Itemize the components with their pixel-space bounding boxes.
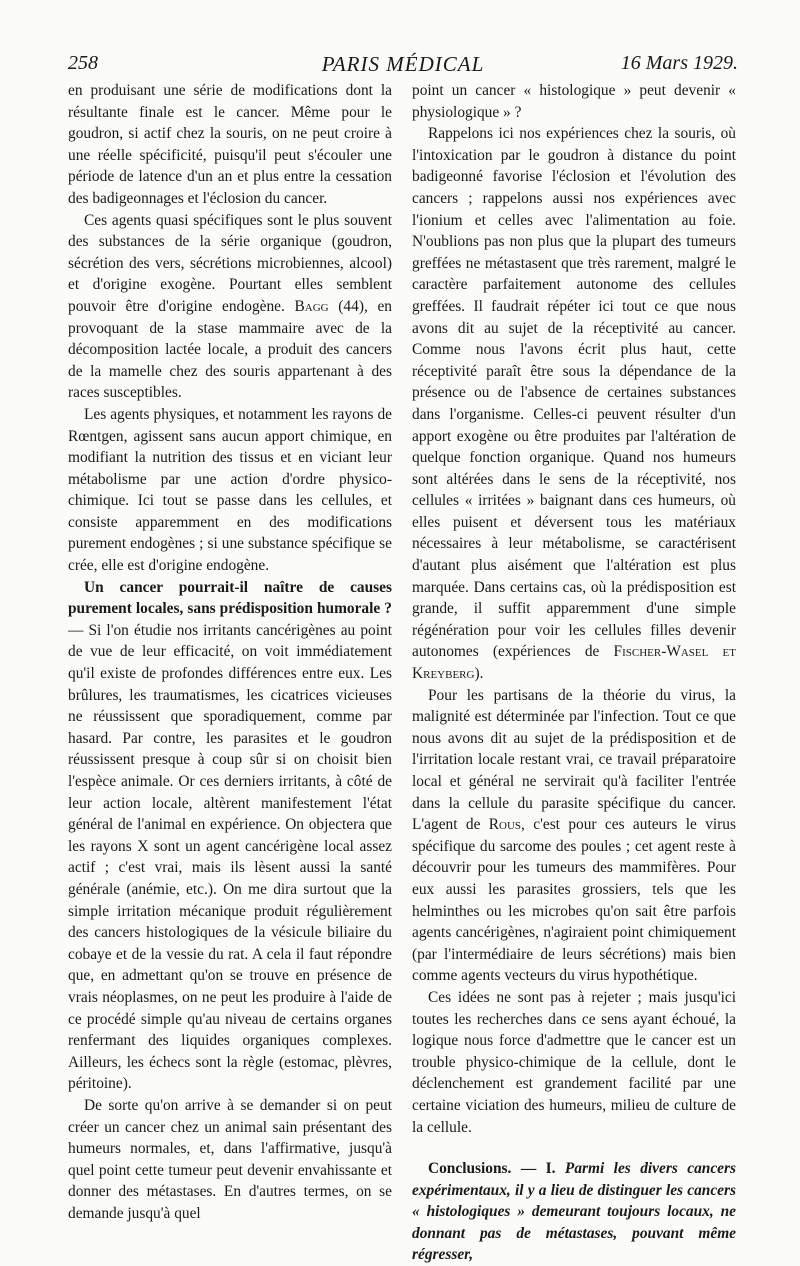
- paragraph: [412, 123, 736, 684]
- author-name: Rous: [488, 816, 522, 834]
- author-name: Fischer-Wasel et Kreyberg: [412, 643, 736, 683]
- text-run: Pour les partisans de la théorie du virus, la malignité est déterminée par l'infection. Tout ce que nous avons dit au sujet de la prédisposition et de l'irritation locale restant vrai, ce travail préparatoire local et général ne servirait qu'à faciliter l'entrée dans la cellule du parasite spécifique du cancer. L'agent de: [412, 686, 736, 834]
- text-run: , c'est pour ces auteurs le virus spécifique du sarcome des poules ; cet agent reste à découvrir pour les tumeurs des mammifères. Pour eux aussi les parasites grossiers, tels que les helminthes ou les microbes qu'on sait être parfois agents cancérigènes, n'agiraient point chimiquement (par l'intermédiaire de leurs sécrétions) mais bien comme agents vecteurs du virus hypothétique.: [412, 816, 736, 985]
- paragraph: [68, 210, 392, 404]
- paragraph: De sorte qu'on arrive à se demander si on peut créer un cancer chez un animal sain présentant des humeurs normales, et, dans l'affirmative, jusqu'à quel point cette tumeur peut devenir envahissante et donner des métastases. En d'autres termes, on se demande jusqu'à quel: [68, 1096, 392, 1222]
- page-number: 258: [68, 52, 98, 74]
- text-run: ).: [474, 665, 484, 683]
- text-run: (44), en provoquant de la stase mammaire avec de la décomposition lactée locale, a produit des cancers de la mamelle chez des souris appartenant à des races susceptibles.: [68, 297, 392, 402]
- paragraph: [412, 685, 736, 987]
- text-run: Ces agents quasi spécifiques sont le plus souvent des substances de la série organique (goudron, sécrétion des vers, sécrétions microbiennes, alcool) et d'origine exogène. Pourtant elles semblent pouvoir être d'origine endogène.: [68, 211, 392, 315]
- right-column: [412, 80, 736, 1266]
- conclusions-label: Conclusions. — I.: [428, 1160, 556, 1178]
- paragraph: en produisant une série de modifications dont la résultante finale est le cancer. Même pour le goudron, si actif chez la souris, on ne peut croire à une réelle spécificité, puisqu'il peut s'écouler une période de latence d'un an et plus entre la cessation des badigeonnages et l'éclosion du cancer.: [68, 82, 392, 207]
- text-run: — Si l'on étudie nos irritants cancérigènes au point de vue de leur efficacité, on voit immédiatement qu'il existe de profondes différences entre eux. Les brûlures, les traumatismes, les cicatrices vicieuses ne réussissent que sporadiquement, comme par hasard. Par contre, les parasites et le goudron réussissent presque à coup sûr si on choisit bien l'espèce animale. Or ces derniers irritants, à côté de leur action locale, altèrent manifestement l'état général de l'animal en expérience. On objectera que les rayons X sont un agent cancérigène local assez actif ; c'est vrai, mais ils lèsent aussi la santé générale (anémie, etc.). On me dira surtout que la simple irritation mécanique produit régulièrement des cancers histologiques de la vésicule biliaire du cobaye et de la vessie du rat. A cela il faut répondre que, en admettant qu'on se trouve en présence de vrais néoplasmes, on ne peut les produire à l'aide de ce procédé simple qu'au niveau de certains organes renfermant des liquides organiques complexes. Ailleurs, les échecs sont la règle (estomac, plèvres, péritoine).: [68, 621, 392, 1093]
- conclusions-paragraph: [412, 1158, 736, 1266]
- journal-title: PARIS MÉDICAL: [321, 52, 485, 76]
- section-heading: Un cancer pourrait-il naître de causes purement locales, sans prédisposition humorale ?: [68, 578, 392, 618]
- paragraph: [68, 577, 392, 1095]
- conclusions-text: Parmi les divers cancers expérimentaux, il y a lieu de distinguer les cancers « histologiques » demeurant toujours locaux, ne donnant pas de métastases, pouvant même régresser,: [412, 1160, 736, 1264]
- text-run: Rappelons ici nos expériences chez la souris, où l'intoxication par le goudron à distance du point badigeonné favorise l'éclosion et l'évolution des cancers ; rappelons aussi nos expériences avec l'ionium et celles avec l'alimentation au foie. N'oublions pas non plus que la plupart des tumeurs greffées ne métastasent que très rarement, malgré le caractère parfaitement autonome des cellules greffées. Il faudrait répéter ici tout ce que nous avons dit au sujet de la réceptivité au cancer. Comme nous l'avons écrit plus haut, cette réceptivité paraît être sous la dépendance de la présence ou de l'absence de certaines substances dans l'organisme. Celles-ci peuvent résulter d'un apport exogène ou être produites par l'altération de quelque fonction organique. Quand nos humeurs sont altérées dans le sens de la réceptivité, nos cellules « irritées » baignant dans ces humeurs, où elles puisent et déversent tous les matériaux nécessaires à leur métabolisme, se caractérisent d'autant plus aisément que l'altération est plus marquée. Dans certains cas, où la prédisposition est grande, il suffit apparemment d'une simple régénération pour voir les cellules filles devenir autonomes (expériences de: [412, 125, 736, 661]
- page-header: [68, 52, 738, 80]
- paragraph: point un cancer « histologique » peut devenir « physiologique » ?: [412, 82, 736, 121]
- left-column: [68, 80, 392, 1224]
- paragraph: Ces idées ne sont pas à rejeter ; mais jusqu'ici toutes les recherches dans ce sens ayant échoué, la logique nous force d'admettre que le cancer est un trouble physico-chimique de la cellule, dont le déclenchement est grandement facilité par une certaine viciation des humeurs, milieu de culture de la cellule.: [412, 988, 736, 1136]
- issue-date: 16 Mars 1929.: [620, 52, 738, 74]
- paragraph: Les agents physiques, et notamment les rayons de Rœntgen, agissent sans aucun apport chimique, en modifiant la nutrition des tissus et en viciant leur métabolisme par une action d'ordre physico-chimique. Ici tout se passe dans les cellules, et consiste apparemment en des modifications purement endogènes ; si une substance spécifique se crée, elle est d'origine endogène.: [68, 405, 392, 575]
- author-name: Bagg: [294, 297, 329, 315]
- spacer: [412, 1138, 736, 1158]
